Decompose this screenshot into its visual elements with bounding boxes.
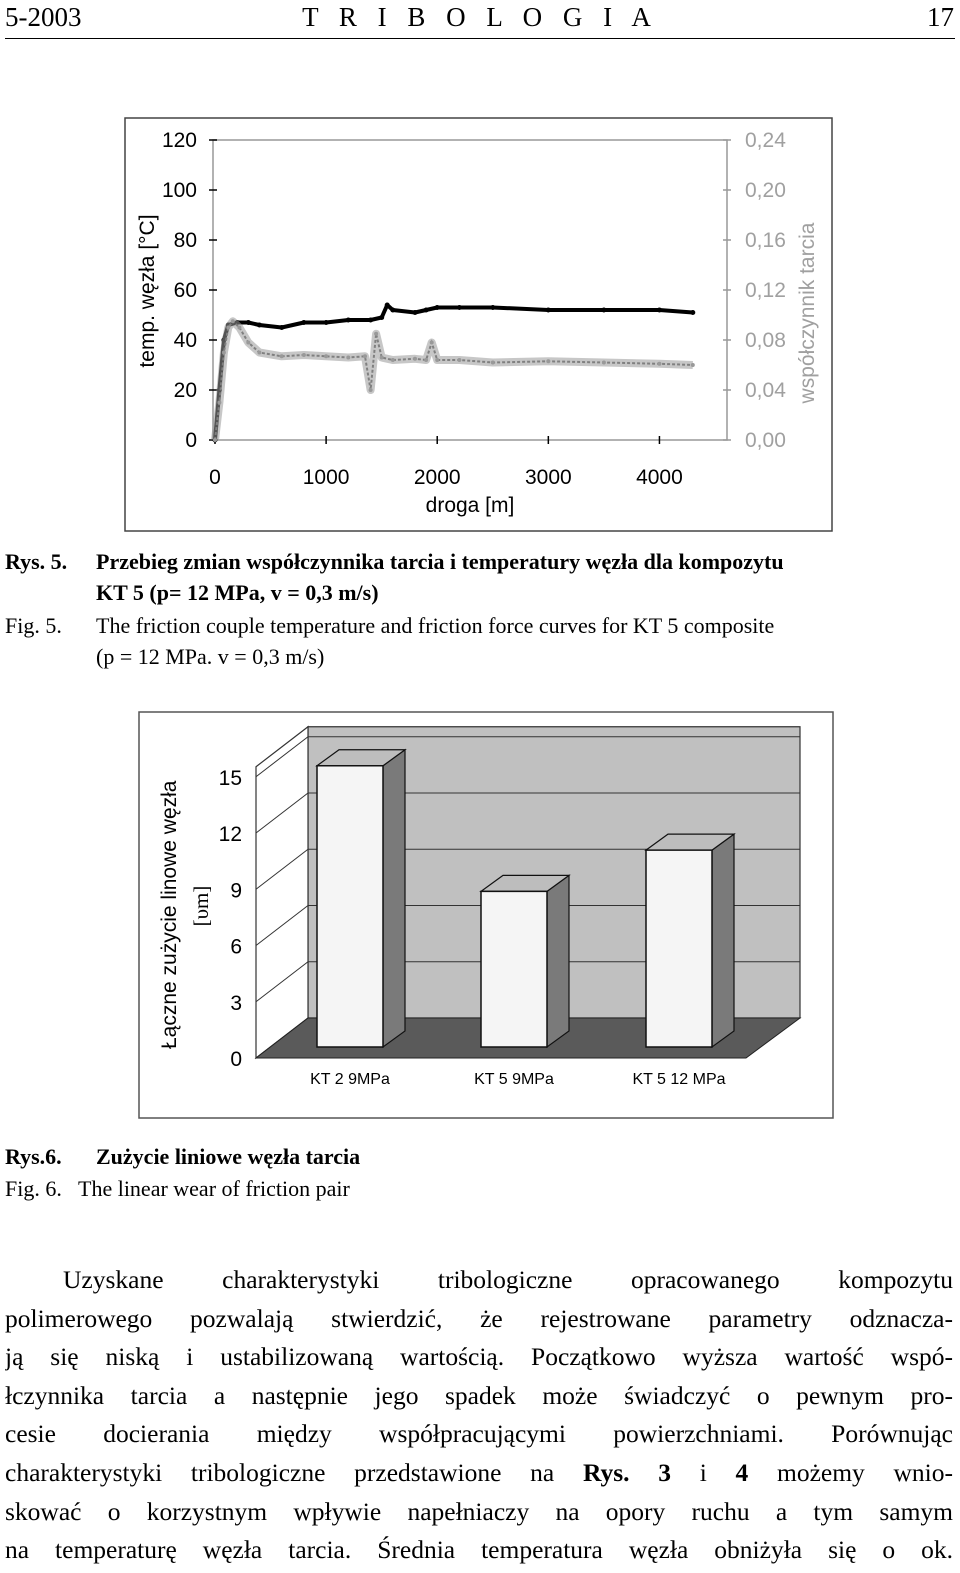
paragraph-line [5, 1454, 953, 1493]
figure-6-svg [138, 711, 835, 1121]
x-tick-label: 3000 [524, 466, 572, 489]
y-left-tick-label: 80 [173, 229, 197, 252]
bar-side [547, 875, 569, 1047]
bar-side [383, 750, 405, 1047]
figure-6-caption-en [5, 1173, 955, 1204]
data-point [213, 438, 217, 442]
data-point [374, 332, 378, 336]
caption-line: The linear wear of friction pair [78, 1176, 350, 1201]
figure-5-caption-pl [5, 546, 955, 608]
figure-6-y-axis-label: Łączne zużycie linowe węzła [158, 780, 181, 1049]
y-right-tick-label: 0,08 [745, 329, 786, 352]
figure-6-y-axis-unit: [υm] [189, 885, 213, 927]
y-tick-label: 9 [230, 879, 242, 903]
paragraph-text: możemy wnio- [748, 1457, 953, 1487]
paragraph-line: ją się niską i ustabilizowaną wartością. Początkowo wyższa wartość wspó- [5, 1342, 953, 1372]
y-left-tick-label: 60 [173, 279, 197, 302]
bar [646, 850, 712, 1047]
paragraph-line: Uzyskane charakterystyki tribologiczne opracowanego kompozytu [63, 1265, 953, 1294]
y-tick-label: 12 [218, 823, 242, 846]
paragraph-line: łczynnika tarcia a następnie jego spadek może świadczyć o pewnym pro- [5, 1380, 953, 1410]
y-left-tick-label: 120 [161, 129, 197, 152]
data-point [491, 361, 495, 365]
data-point [231, 319, 235, 323]
y-tick-label: 0 [230, 1048, 242, 1071]
caption-line: The friction couple temperature and friction force curves for KT 5 composite [96, 613, 775, 638]
data-point [324, 320, 329, 325]
data-point [657, 362, 661, 366]
data-point [435, 358, 439, 362]
page-header [0, 0, 960, 40]
data-point [391, 358, 395, 362]
figure-5-x-axis-label: droga [m] [425, 494, 515, 517]
bar [481, 891, 547, 1047]
figure-5-svg [124, 117, 834, 533]
figure-5-caption-en [5, 610, 955, 672]
data-point [301, 320, 306, 325]
figure-5-right-axis-label: współczynnik tarcia [796, 222, 819, 404]
bar-side [712, 834, 734, 1047]
y-tick-label: 6 [230, 935, 242, 959]
data-point [457, 305, 462, 310]
data-point [413, 310, 418, 315]
data-point [369, 388, 373, 392]
chart-side-wall [256, 727, 308, 1058]
figure-5-left-axis-label: temp. węzła [°C] [136, 214, 159, 368]
data-point [226, 326, 230, 330]
data-point [279, 325, 284, 330]
x-tick-label: 2000 [413, 466, 461, 489]
x-category-label: KT 5 9MPa [474, 1071, 554, 1088]
caption-label: Rys.6. [5, 1144, 62, 1169]
y-right-tick-label: 0,24 [745, 129, 786, 152]
data-point [390, 308, 395, 313]
data-point [368, 318, 373, 323]
y-tick-label: 15 [218, 766, 242, 790]
y-right-tick-label: 0,20 [745, 179, 786, 202]
data-point [346, 318, 351, 323]
data-point [363, 354, 367, 358]
y-left-tick-label: 40 [173, 329, 197, 352]
data-point [457, 358, 461, 362]
y-left-tick-label: 20 [173, 379, 197, 402]
caption-line: Przebieg zmian współczynnika tarcia i temperatury węzła dla kompozytu [96, 549, 784, 574]
paragraph-line: na temperaturę węzła tarcia. Średnia temperatura węzła obniżyła się o ok. [5, 1535, 953, 1565]
figure-reference: 4 [735, 1457, 749, 1487]
paragraph-text: charakterystyki tribologiczne przedstawione na [5, 1457, 583, 1487]
x-tick-label: 1000 [302, 466, 350, 489]
data-point [385, 303, 390, 308]
data-point [546, 308, 551, 313]
y-right-tick-label: 0,12 [745, 279, 786, 302]
y-left-tick-label: 0 [185, 429, 197, 452]
paragraph-line: cesie docierania między współpracującymi powierzchniami. Porównując [5, 1419, 953, 1449]
data-point [380, 356, 384, 360]
x-category-label: KT 5 12 MPa [632, 1071, 726, 1088]
data-point [657, 308, 662, 313]
paragraph-line: skować o korzystnym wpływie napełniaczy na opory ruchu a tym samym [5, 1496, 953, 1526]
data-point [424, 358, 428, 362]
data-point [246, 341, 250, 345]
data-point [691, 363, 695, 367]
x-tick-label: 4000 [636, 466, 683, 489]
data-point [257, 323, 262, 328]
paragraph-line: polimerowego pozwalają stwierdzić, że rejestrowane parametry odznacza- [5, 1303, 953, 1333]
figure-reference: Rys. 3 [582, 1457, 671, 1487]
data-point [302, 353, 306, 357]
y-right-tick-label: 0,00 [745, 429, 786, 452]
data-point [222, 351, 226, 355]
figure-5-chart [124, 117, 834, 533]
data-point [280, 354, 284, 358]
y-tick-label: 3 [230, 991, 242, 1015]
y-right-tick-label: 0,16 [745, 229, 786, 252]
figure-5-plot-area [213, 140, 727, 440]
caption-line: KT 5 (p= 12 MPa, v = 0,3 m/s) [96, 580, 379, 605]
y-left-tick-label: 100 [161, 179, 197, 202]
data-point [237, 326, 241, 330]
data-point [379, 315, 384, 320]
data-point [346, 356, 350, 360]
data-point [324, 354, 328, 358]
data-point [246, 320, 251, 325]
header-rule [5, 38, 955, 39]
data-point [690, 310, 695, 315]
body-paragraph [5, 1261, 953, 1570]
caption-label: Rys. 5. [5, 549, 68, 574]
y-right-tick-label: 0,04 [745, 379, 786, 402]
data-point [424, 308, 429, 313]
data-point [435, 305, 440, 310]
data-point [490, 305, 495, 310]
x-category-label: KT 2 9MPa [310, 1071, 390, 1088]
caption-label: Fig. 5. [5, 613, 62, 638]
issue-number: 5-2003 [5, 2, 82, 32]
paragraph-text: i [670, 1457, 736, 1487]
data-point [601, 308, 606, 313]
caption-line: (p = 12 MPa. v = 0,3 m/s) [96, 644, 325, 669]
bar [317, 766, 383, 1047]
page-number: 17 [927, 2, 954, 32]
data-point [257, 351, 261, 355]
figure-6-caption-pl [5, 1141, 955, 1172]
x-tick-label: 0 [209, 466, 221, 489]
figure-6-chart [138, 711, 835, 1121]
data-point [430, 341, 434, 345]
caption-label: Fig. 6. [5, 1176, 62, 1201]
caption-line: Zużycie liniowe węzła tarcia [96, 1144, 361, 1169]
journal-title: T R I B O L O G I A [302, 2, 658, 32]
data-point [413, 357, 417, 361]
data-point [546, 359, 550, 363]
data-point [602, 361, 606, 365]
data-point [217, 401, 221, 405]
